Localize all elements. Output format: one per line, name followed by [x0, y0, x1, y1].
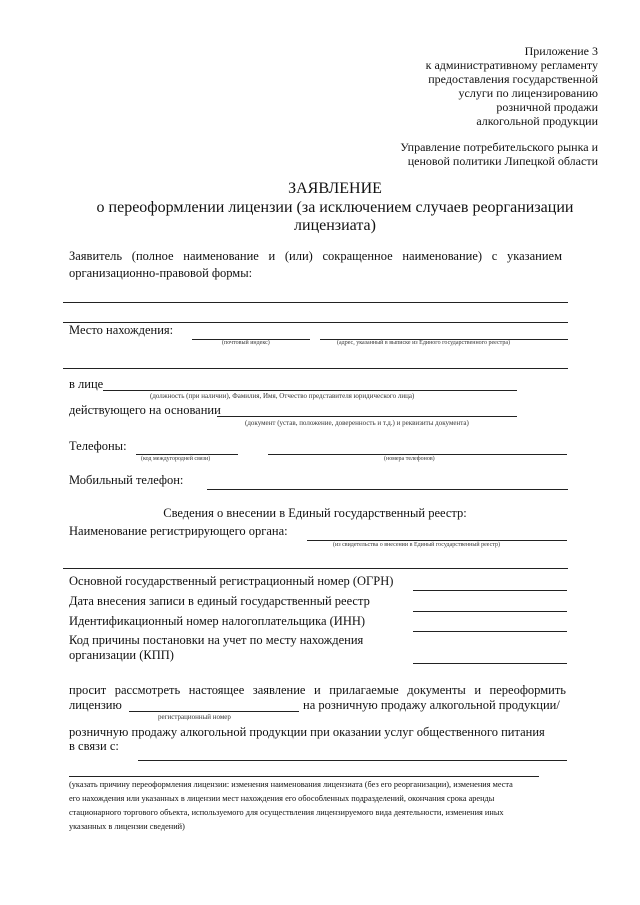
footnote-line: его нахождения или указанных в лицензии мест нахождения его обособленных подразделений, окончания срока аренды	[69, 794, 495, 803]
registry-authority-field[interactable]	[307, 540, 567, 541]
phone-code-field[interactable]	[136, 454, 238, 455]
location-field[interactable]	[63, 368, 568, 369]
ogrn-field[interactable]	[413, 590, 567, 591]
representative-field[interactable]	[103, 390, 517, 391]
kpp-label: Код причины постановки на учет по месту нахождения	[69, 633, 364, 647]
request-text: розничную продажу алкогольной продукции при оказании услуг общественного питания	[69, 725, 545, 739]
license-number-hint: регистрационный номер	[158, 713, 231, 721]
inn-label: Идентификационный номер налогоплательщика (ИНН)	[69, 614, 366, 628]
document-subtitle: лицензиата)	[294, 217, 376, 234]
phone-code-hint: (код междугородней связи)	[141, 456, 211, 462]
license-number-field[interactable]	[129, 711, 299, 712]
phone-number-field[interactable]	[268, 454, 567, 455]
registration-date-label: Дата внесения записи в единый государственный реестр	[69, 594, 370, 608]
reason-field[interactable]	[69, 776, 539, 777]
phones-label: Телефоны:	[69, 439, 127, 453]
document-subtitle: о переоформлении лицензии (за исключением случаев реорганизации	[96, 199, 574, 216]
footnote-line: (указать причину переоформления лицензии: изменения наименования лицензиата (без его реорганизации), изменения места	[69, 780, 513, 789]
ogrn-label: Основной государственный регистрационный номер (ОГРН)	[69, 574, 394, 588]
footnote-line: указанных в лицензии сведений)	[69, 822, 185, 831]
postal-code-hint: (почтовый индекс)	[222, 340, 270, 346]
registry-authority-label: Наименование регистрирующего органа:	[69, 524, 288, 538]
reason-field[interactable]	[138, 760, 567, 761]
request-text: просит рассмотреть настоящее заявление и прилагаемые документы и переоформить	[69, 683, 566, 697]
registration-date-field[interactable]	[413, 611, 567, 612]
address-hint: (адрес, указанный в выписке из Единого государственного реестра)	[337, 340, 510, 346]
footnote-line: стационарного торгового объекта, используемого для осуществления лицензируемого вида деятельности, изменения иных	[69, 808, 504, 817]
appendix-line: Приложение 3	[524, 44, 598, 58]
registry-heading: Сведения о внесении в Единый государственный реестр:	[163, 506, 467, 520]
appendix-line: к административному регламенту	[425, 58, 598, 72]
document-title: ЗАЯВЛЕНИЕ	[288, 180, 382, 197]
recipient-line: ценовой политики Липецкой области	[407, 154, 598, 168]
phone-number-hint: (номера телефонов)	[384, 456, 435, 462]
mobile-phone-field[interactable]	[207, 489, 568, 490]
applicant-field[interactable]	[63, 302, 568, 303]
kpp-field[interactable]	[413, 663, 567, 664]
location-label: Место нахождения:	[69, 323, 174, 337]
applicant-label: организационно-правовой формы:	[69, 266, 253, 280]
request-text: в связи с:	[69, 739, 119, 753]
mobile-phone-label: Мобильный телефон:	[69, 473, 184, 487]
request-text: лицензию	[69, 698, 122, 712]
applicant-label: Заявитель (полное наименование и (или) сокращенное наименование) с указанием	[69, 249, 562, 263]
inn-field[interactable]	[413, 631, 567, 632]
recipient-line: Управление потребительского рынка и	[400, 140, 598, 154]
basis-hint: (документ (устав, положение, доверенность и т.д.) и реквизиты документа)	[245, 419, 469, 427]
registry-authority-hint: (из свидетельства о внесении в Единый государственный реестр)	[333, 542, 500, 548]
appendix-line: услуги по лицензированию	[458, 86, 598, 100]
appendix-line: розничной продажи	[496, 100, 598, 114]
appendix-line: предоставления государственной	[428, 72, 598, 86]
basis-label: действующего на основании	[69, 403, 221, 417]
kpp-label: организации (КПП)	[69, 648, 174, 662]
basis-field[interactable]	[217, 416, 517, 417]
registry-authority-field[interactable]	[63, 568, 568, 569]
representative-hint: (должность (при наличии), Фамилия, Имя, Отчество представителя юридического лица)	[150, 392, 415, 400]
appendix-line: алкогольной продукции	[476, 114, 598, 128]
representative-label: в лице	[69, 377, 104, 391]
request-text: на розничную продажу алкогольной продукции/	[303, 698, 560, 712]
